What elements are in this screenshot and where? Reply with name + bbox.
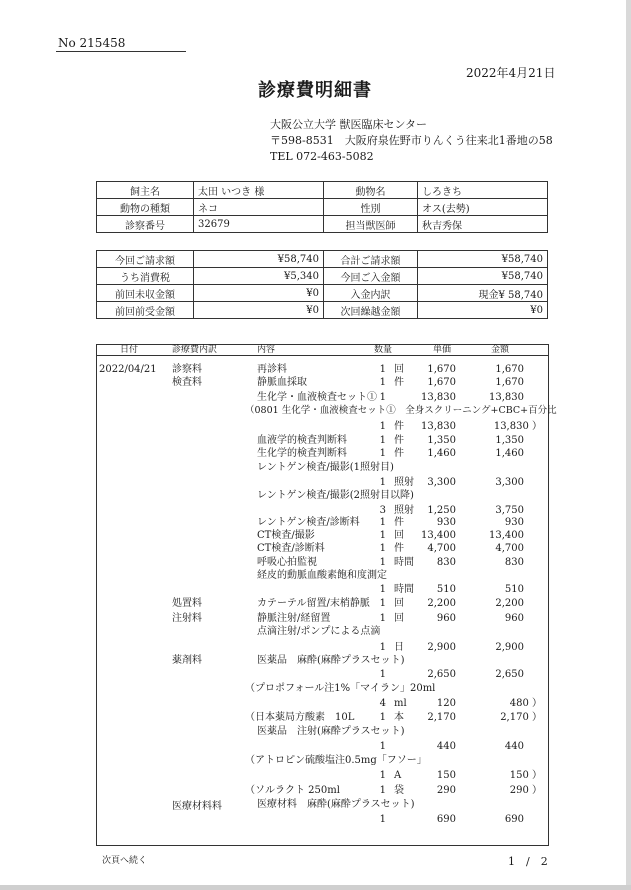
category-label: 注射料	[172, 613, 202, 624]
detail-qty: 1	[379, 421, 386, 432]
detail-price: 290	[436, 785, 456, 796]
detail-content: （0801 生化学・血液検査セット① 全身スクリーニング+CBC+百分比	[245, 405, 557, 416]
category-label: 医療材料料	[172, 801, 222, 812]
detail-unit: 時間	[394, 557, 414, 568]
detail-unit: 日	[394, 642, 404, 653]
clinic-address: 〒598-8531 大阪府泉佐野市りんくう往来北1番地の58	[270, 134, 553, 147]
payment-detail-label: 入金内訳	[324, 285, 418, 302]
detail-unit: 袋	[394, 785, 404, 796]
detail-content: 再診料	[257, 364, 287, 375]
detail-amount: 13,400	[489, 530, 524, 541]
detail-content: （プロポフォール注1%「マイラン」20ml	[245, 683, 436, 694]
detail-price: 1,670	[427, 377, 456, 388]
detail-amount: 2,900	[495, 642, 524, 653]
detail-qty: 1	[379, 584, 386, 595]
detail-amount: 2,170 ）	[500, 712, 542, 723]
detail-price: 13,830	[421, 421, 456, 432]
detail-qty: 1	[379, 770, 386, 781]
payment-detail-amount: 現金¥ 58,740	[418, 285, 548, 302]
detail-qty: 1	[379, 785, 386, 796]
prev-advance-amount: ¥0	[194, 302, 324, 319]
detail-content: （ソルラクト 250ml	[245, 785, 340, 796]
detail-qty: 1	[379, 642, 386, 653]
detail-content: 点滴注射/ポンプによる点滴	[257, 626, 381, 637]
detail-amount: 4,700	[495, 543, 524, 554]
detail-unit: 照射	[394, 477, 414, 488]
detail-date: 2022/04/21	[99, 364, 157, 375]
detail-amount: 480 ）	[509, 698, 542, 709]
species-label: 動物の種類	[97, 199, 194, 216]
detail-price: 2,650	[427, 669, 456, 680]
category-label: 検査料	[172, 377, 202, 388]
detail-qty: 1	[379, 448, 386, 459]
this-bill-label: 今回ご請求額	[97, 251, 194, 268]
detail-qty: 1	[379, 364, 386, 375]
carryover-label: 次回繰越金額	[324, 302, 418, 319]
detail-content: レントゲン検査/撮影(1照射目)	[257, 462, 394, 473]
carryover-amount: ¥0	[418, 302, 548, 319]
detail-amount: 2,200	[495, 598, 524, 609]
detail-qty: 1	[379, 435, 386, 446]
detail-qty: 1	[379, 598, 386, 609]
clinic-tel: TEL 072-463-5082	[270, 150, 374, 163]
detail-qty: 1	[379, 814, 386, 825]
detail-price: 2,170	[427, 712, 456, 723]
total-bill-amount: ¥58,740	[418, 251, 548, 268]
scan-edge-right	[626, 0, 631, 890]
detail-unit: 回	[394, 613, 404, 624]
received-label: 今回ご入金額	[324, 268, 418, 285]
patient-no: 32679	[194, 216, 324, 233]
detail-qty: 4	[379, 698, 386, 709]
detail-content: 経皮的動脈血酸素飽和度測定	[257, 570, 387, 581]
detail-qty: 1	[379, 669, 386, 680]
detail-amount: 3,300	[495, 477, 524, 488]
scan-edge-bottom	[0, 885, 631, 890]
header-content: 内容	[257, 345, 276, 355]
total-bill-label: 合計ご請求額	[324, 251, 418, 268]
header-qty: 数量	[374, 345, 393, 355]
category-label: 処置料	[172, 598, 202, 609]
header-amount: 金額	[491, 345, 510, 355]
page-title: 診療費明細書	[258, 80, 372, 101]
tax-label: うち消費税	[97, 268, 194, 285]
detail-price: 120	[436, 698, 456, 709]
detail-price: 1,670	[427, 364, 456, 375]
vet-label: 担当獣医師	[324, 216, 418, 233]
detail-price: 690	[436, 814, 456, 825]
detail-qty: 3	[379, 505, 386, 516]
detail-price: 830	[436, 557, 456, 568]
detail-price: 4,700	[427, 543, 456, 554]
detail-price: 960	[436, 613, 456, 624]
detail-qty: 1	[379, 530, 386, 541]
detail-unit: 件	[394, 377, 404, 388]
detail-content: CT検査/撮影	[257, 530, 315, 541]
document-number-underline	[56, 51, 186, 52]
detail-content: （日本薬局方酸素 10L	[245, 712, 355, 723]
detail-qty: 1	[379, 613, 386, 624]
detail-amount: 1,350	[495, 435, 524, 446]
detail-unit: 件	[394, 421, 404, 432]
sex-label: 性別	[324, 199, 418, 216]
detail-unit: 照射	[394, 505, 414, 516]
prev-advance-label: 前回前受金額	[97, 302, 194, 319]
detail-qty: 1	[379, 517, 386, 528]
detail-amount: 510	[504, 584, 524, 595]
patient-info-table	[96, 181, 548, 233]
detail-content: レントゲン検査/撮影(2照射目以降)	[257, 490, 414, 501]
detail-qty: 1	[379, 543, 386, 554]
detail-amount: 150 ）	[509, 770, 542, 781]
detail-price: 3,300	[427, 477, 456, 488]
detail-unit: 回	[394, 598, 404, 609]
header-unit-price: 単価	[433, 345, 452, 355]
detail-qty: 1	[379, 392, 386, 403]
detail-qty: 1	[379, 477, 386, 488]
detail-unit: 件	[394, 448, 404, 459]
owner-name: 太田 いつき 様	[194, 182, 324, 199]
detail-amount: 440	[504, 741, 524, 752]
detail-amount: 2,650	[495, 669, 524, 680]
detail-content: 呼吸心拍監視	[257, 557, 317, 568]
detail-amount: 1,670	[495, 364, 524, 375]
detail-content: 医薬品 麻酔(麻酔プラスセット)	[257, 655, 405, 666]
detail-content: カテーテル留置/末梢静脈	[257, 598, 370, 609]
detail-unit: A	[394, 770, 402, 781]
category-label: 薬剤料	[172, 655, 202, 666]
clinic-name: 大阪公立大学 獣医臨床センター	[270, 118, 428, 131]
detail-price: 930	[436, 517, 456, 528]
detail-unit: 時間	[394, 584, 414, 595]
detail-price: 2,200	[427, 598, 456, 609]
detail-amount: 13,830	[489, 392, 524, 403]
detail-amount: 830	[504, 557, 524, 568]
detail-amount: 1,460	[495, 448, 524, 459]
detail-header-divider	[96, 355, 549, 356]
detail-price: 1,350	[427, 435, 456, 446]
detail-price: 440	[436, 741, 456, 752]
detail-price: 2,900	[427, 642, 456, 653]
detail-unit: 件	[394, 517, 404, 528]
detail-amount: 1,670	[495, 377, 524, 388]
detail-qty: 1	[379, 557, 386, 568]
detail-unit: 件	[394, 543, 404, 554]
detail-price: 1,250	[427, 505, 456, 516]
detail-price: 510	[436, 584, 456, 595]
detail-content: 医療材料 麻酔(麻酔プラスセット)	[257, 799, 415, 810]
detail-amount: 690	[504, 814, 524, 825]
detail-qty: 1	[379, 741, 386, 752]
detail-amount: 13,830 ）	[493, 421, 542, 432]
patient-no-label: 診察番号	[97, 216, 194, 233]
received-amount: ¥58,740	[418, 268, 548, 285]
document-number: No 215458	[58, 36, 126, 50]
detail-amount: 960	[504, 613, 524, 624]
header-date: 日付	[120, 345, 139, 355]
detail-unit: 回	[394, 364, 404, 375]
detail-unit: ml	[394, 698, 407, 709]
category-label: 診察料	[172, 364, 202, 375]
continued-note: 次頁へ続く	[102, 856, 148, 866]
detail-amount: 290 ）	[509, 785, 542, 796]
detail-amount: 3,750	[495, 505, 524, 516]
animal-name: しろきち	[418, 182, 548, 199]
detail-content: 静脈血採取	[257, 377, 307, 388]
detail-unit: 件	[394, 435, 404, 446]
page-number: 1 / 2	[508, 855, 548, 868]
vet-name: 秋吉秀保	[418, 216, 548, 233]
detail-price: 1,460	[427, 448, 456, 459]
owner-label: 飼主名	[97, 182, 194, 199]
prev-unpaid-label: 前回未収金額	[97, 285, 194, 302]
detail-content: 生化学的検査判断料	[257, 448, 347, 459]
detail-content: （アトロピン硫酸塩注0.5mg「フソー」	[245, 755, 427, 766]
detail-unit: 回	[394, 530, 404, 541]
this-bill-amount: ¥58,740	[194, 251, 324, 268]
detail-amount: 930	[504, 517, 524, 528]
detail-price: 13,830	[421, 392, 456, 403]
detail-content: レントゲン検査/診断料	[257, 517, 360, 528]
detail-qty: 1	[379, 712, 386, 723]
detail-unit: 本	[394, 712, 404, 723]
detail-content: 医薬品 注射(麻酔プラスセット)	[257, 726, 405, 737]
detail-price: 13,400	[421, 530, 456, 541]
detail-content: 血液学的検査判断料	[257, 435, 347, 446]
header-category: 診療費内訳	[172, 345, 218, 355]
detail-content: 静脈注射/経留置	[257, 613, 331, 624]
detail-content: 生化学・血液検査セット①	[257, 392, 377, 403]
species: ネコ	[194, 199, 324, 216]
detail-price: 150	[436, 770, 456, 781]
tax-amount: ¥5,340	[194, 268, 324, 285]
billing-table	[96, 250, 548, 319]
detail-qty: 1	[379, 377, 386, 388]
detail-content: CT検査/診断料	[257, 543, 325, 554]
sex: オス(去勢)	[418, 199, 548, 216]
animal-name-label: 動物名	[324, 182, 418, 199]
issue-date: 2022年4月21日	[466, 66, 556, 80]
prev-unpaid-amount: ¥0	[194, 285, 324, 302]
